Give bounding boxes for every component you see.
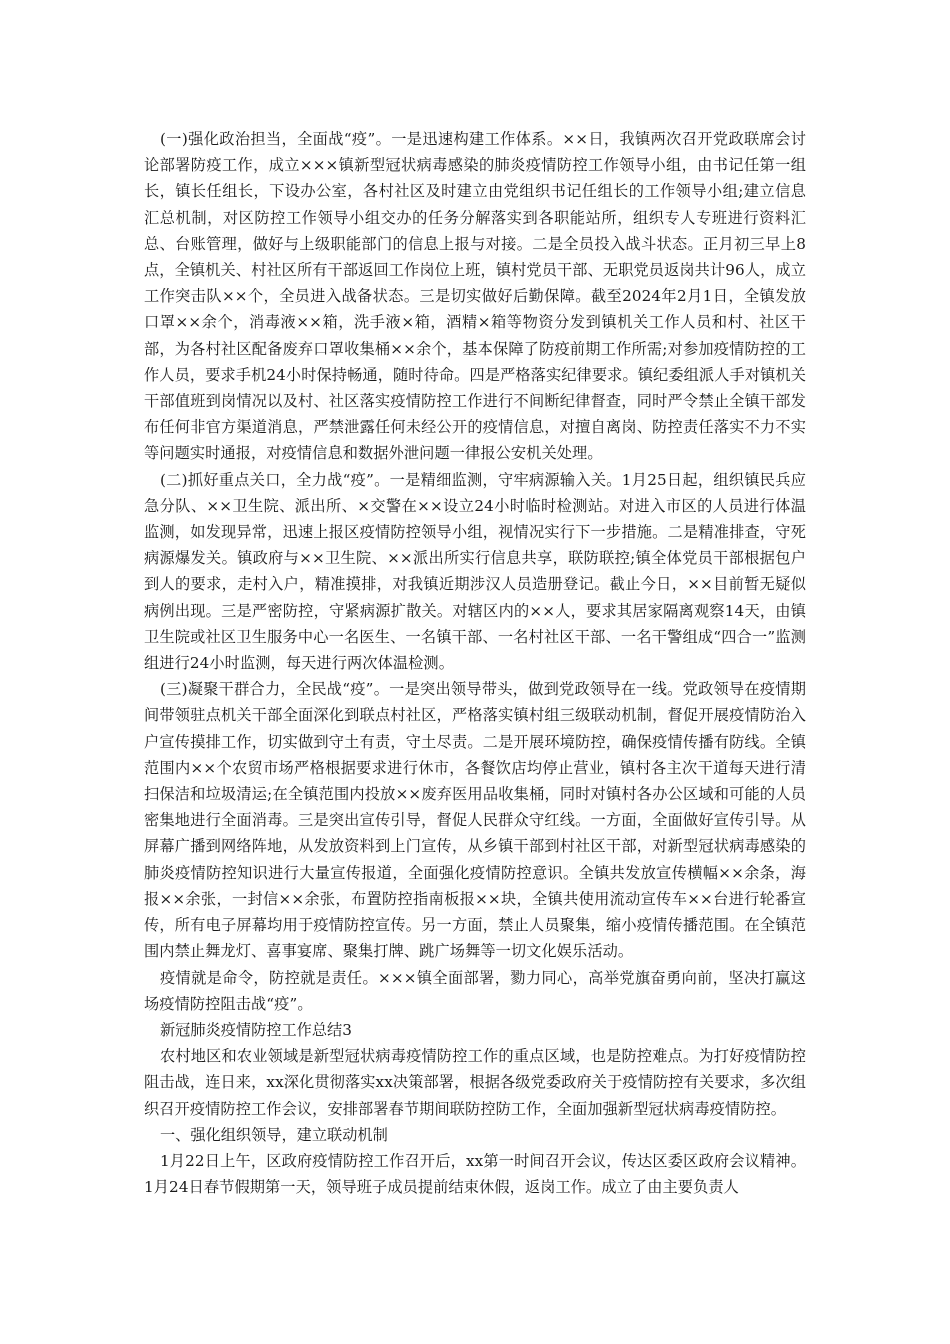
document-body <box>144 126 806 1200</box>
paragraph-joint-effort: (三)凝聚干群合力，全民战“疫”。一是突出领导带头，做到党政领导在一线。党政领导在疫情期间带领驻点机关干部全面深化到联点村社区，严格落实镇村组三级联动机制，督促开展疫情防治入户宣传摸排工作，切实做到守土有责，守土尽责。二是开展环境防控，确保疫情传播有防线。全镇范围内××个农贸市场严格根据要求进行休市，各餐饮店均停止营业，镇村各主次干道每天进行清扫保洁和垃圾清运;在全镇范围内投放××废弃医用品收集桶，同时对镇村各办公区域和可能的人员密集地进行全面消毒。三是突出宣传引导，督促人民群众守红线。一方面，全面做好宣传引导。从屏幕广播到网络阵地，从发放资料到上门宣传，从乡镇干部到村社区干部，对新型冠状病毒感染的肺炎疫情防控知识进行大量宣传报道，全面强化疫情防控意识。全镇共发放宣传横幅××余条，海报××余张，一封信××余张，布置防控指南板报××块，全镇共使用流动宣传车××台进行轮番宣传，所有电子屏幕均用于疫情防控宣传。另一方面，禁止人员聚集，缩小疫情传播范围。在全镇范围内禁止舞龙灯、喜事宴席、聚集打牌、跳广场舞等一切文化娱乐活动。 <box>144 680 806 961</box>
paragraph-intro: 农村地区和农业领域是新型冠状病毒疫情防控工作的重点区域，也是防控难点。为打好疫情防控阻击战，连日来，xx深化贯彻落实xx决策部署，根据各级党委政府关于疫情防控有关要求，多次组织召开疫情防控工作会议，安排部署春节期间联防控防工作，全面加强新型冠状病毒疫情防控。 <box>144 1047 806 1118</box>
subheading: 一、强化组织领导，建立联动机制 <box>159 1125 388 1144</box>
paragraph-conclusion: 疫情就是命令，防控就是责任。×××镇全面部署，勠力同心，高举党旗奋勇向前，坚决打赢这场疫情防控阻击战“疫”。 <box>144 968 806 1013</box>
section-title: 新冠肺炎疫情防控工作总结3 <box>159 1020 352 1039</box>
paragraph-key-checkpoints: (二)抓好重点关口，全力战“疫”。一是精细监测，守牢病源输入关。1月25日起，组织镇民兵应急分队、××卫生院、派出所、×交警在××设立24小时临时检测站。对进入市区的人员进行体温监测，如发现异常，迅速上报区疫情防控领导小组，视情况实行下一步措施。二是精准排查，守死病源爆发关。镇政府与××卫生院、××派出所实行信息共享，联防联控;镇全体党员干部根据包户到人的要求，走村入户，精准摸排，对我镇近期涉汉人员造册登记。截止今日，××目前暂无疑似病例出现。三是严密防控，守紧病源扩散关。对辖区内的××人，要求其居家隔离观察14天，由镇卫生院或社区卫生服务中心一名医生、一名镇干部、一名村社区干部、一名干警组成“四合一”监测组进行24小时监测，每天进行两次体温检测。 <box>144 470 806 673</box>
paragraph-last: 1月22日上午，区政府疫情防控工作召开后，xx第一时间召开会议，传达区委区政府会议精神。1月24日春节假期第一天，领导班子成员提前结束休假，返岗工作。成立了由主要负责人 <box>144 1151 806 1197</box>
paragraph-political-responsibility: (一)强化政治担当，全面战“疫”。一是迅速构建工作体系。××日，我镇两次召开党政联席会讨论部署防疫工作，成立×××镇新型冠状病毒感染的肺炎疫情防控工作领导小组，由书记任第一组长，镇长任组长，下设办公室，各村社区及时建立由党组织书记任组长的工作领导小组;建立信息汇总机制，对区防控工作领导小组交办的任务分解落实到各职能站所，组织专人专班进行资料汇总、台账管理，做好与上级职能部门的信息上报与对接。二是全员投入战斗状态。正月初三早上8点，全镇机关、村社区所有干部返回工作岗位上班，镇村党员干部、无职党员返岗共计96人，成立工作突击队××个，全员进入战备状态。三是切实做好后勤保障。截至2024年2月1日，全镇发放口罩××余个，消毒液××箱，洗手液×箱，酒精×箱等物资分发到镇机关工作人员和村、社区干部，为各村社区配备废弃口罩收集桶××余个，基本保障了防疫前期工作所需;对参加疫情防控的工作人员，要求手机24小时保持畅通，随时待命。四是严格落实纪律要求。镇纪委组派人手对镇机关干部值班到岗情况以及村、社区落实疫情防控工作进行不间断纪律督查，同时严令禁止全镇干部发布任何非官方渠道消息，严禁泄露任何未经公开的疫情信息，对擅自离岗、防控责任落实不力不实等问题实时通报，对疫情信息和数据外泄问题一律报公安机关处理。 <box>144 130 806 463</box>
